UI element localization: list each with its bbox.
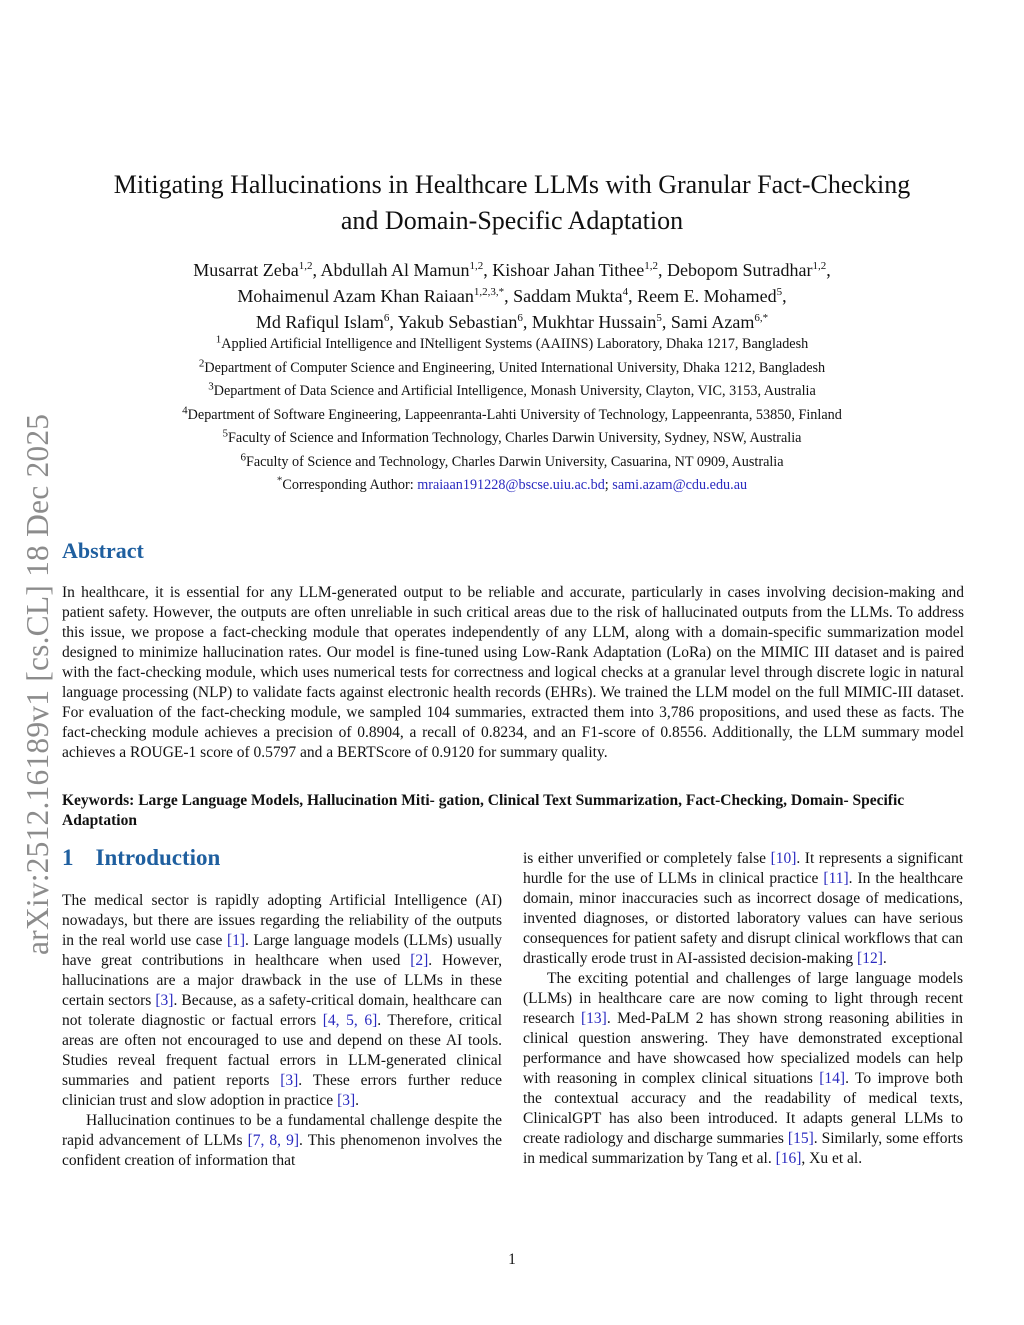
affiliation-text: Applied Artificial Intelligence and INtelligent Systems (AAIINS) Laboratory, Dhaka 1217, Bangladesh	[221, 336, 809, 352]
keywords: Keywords: Large Language Models, Hallucination Miti- gation, Clinical Text Summarization, Fact-Checking, Domain- Specific Adaptation	[62, 792, 905, 829]
abstract-text: In healthcare, it is essential for any LLM-generated output to be reliable and accurate, particularly in cases involving decision-making and patient safety. However, the outputs are often unreliable in such critical areas due to the risk of hallucinated outputs from the LLMs. To address this issue, we propose a fact-checking module that operates independently of any LLM, along with a domain-specific summarization model designed to minimize hallucination rates. Our model is fine-tuned using Low-Rank Adaptation (LoRa) on the MIMIC III dataset and is paired with the fact-checking module, which uses numerical tests for correctness and logical checks at a granular level through discrete logic in natural language processing (NLP) to validate facts against electronic health records (EHRs). We trained the LLM model on the full MIMIC-III dataset. For evaluation of the fact-checking module, we sampled 104 summaries, extracted them into 3,786 propositions, and used these as facts. The fact-checking module achieves a precision of 0.8904, a recall of 0.8234, and an F1-score of 0.8556. Additionally, the LLM summary model achieves a ROUGE-1 score of 0.5797 and a BERTScore of 0.9120 for summary quality.	[62, 584, 964, 761]
author-name: Sami Azam	[670, 312, 755, 332]
citation-link[interactable]: [16]	[775, 1150, 802, 1167]
paper-title	[60, 167, 964, 239]
author-name: Kishoar Jahan Tithee	[492, 260, 645, 280]
author	[532, 312, 662, 332]
citation-link[interactable]: [10]	[770, 850, 797, 867]
author	[492, 260, 658, 280]
abstract-heading: Abstract	[62, 538, 144, 563]
author-affiliation-mark: 5	[656, 312, 662, 324]
citation-link[interactable]: [3]	[337, 1092, 356, 1109]
citation-link[interactable]: [3]	[280, 1072, 299, 1089]
section-title: Introduction	[95, 845, 221, 870]
citation-link[interactable]: [1]	[226, 932, 246, 949]
citation-link[interactable]: [4, 5, 6]	[322, 1012, 378, 1029]
author-name: Musarrat Zeba	[193, 260, 299, 280]
author	[193, 260, 312, 280]
body-paragraph: The medical sector is rapidly adopting Artificial Intelligence (AI) nowadays, but there are issues regarding the reliability of the outputs in the real world use case [1]. Large language models (LLMs) usually have great contributions in healthcare when used [2]. However, hallucinations are a major drawback in the use of LLMs in these certain sectors [3]. Because, as a safety-critical domain, healthcare can not tolerate diagnostic or factual errors [4, 5, 6]. Therefore, critical areas are often not encouraged to use and depend on these AI tools. Studies reveal frequent factual errors in LLM-generated clinical summaries and patient reports [3]. These errors further reduce clinician trust and slow adoption in practice [3].	[62, 892, 503, 1109]
affiliation	[60, 357, 964, 381]
citation-link[interactable]: [7, 8, 9]	[247, 1132, 300, 1149]
citation-link[interactable]: [3]	[155, 992, 174, 1009]
author-affiliation-mark: 6	[383, 312, 390, 324]
author	[256, 312, 390, 332]
author	[513, 286, 628, 306]
affiliation	[60, 427, 964, 451]
author-name: Md Rafiqul Islam	[255, 312, 384, 332]
body-paragraph: is either unverified or completely false [10]. It represents a significant hurdle for the use of LLMs in clinical practice [11]. In the healthcare domain, minor inaccuracies such as incorrect dosage of medications, invented diagnoses, or distorted laboratory values can have serious consequences for patient safety and disrupt clinical workflows that can drastically erode trust in AI-assisted decision-making [12].	[523, 850, 964, 967]
affiliation	[60, 404, 964, 428]
citation-link[interactable]: [15]	[787, 1130, 814, 1147]
citation-link[interactable]: [2]	[410, 952, 429, 969]
corresponding-label: Corresponding Author:	[282, 477, 418, 493]
citation-link[interactable]: [12]	[857, 950, 883, 967]
affiliation-list	[60, 333, 964, 498]
author-name: Abdullah Al Mamun	[320, 260, 470, 280]
corresponding-mark: *	[276, 474, 283, 487]
author-name: Saddam Mukta	[513, 286, 623, 306]
author-affiliation-mark: 5	[776, 286, 783, 298]
author-affiliation-mark: 6,*	[754, 312, 769, 324]
page-number: 1	[508, 1251, 516, 1268]
author	[637, 286, 782, 306]
affiliation-mark: 1	[215, 333, 222, 346]
author-affiliation-mark: 1,2,3,*	[473, 286, 505, 298]
affiliation-text: Department of Software Engineering, Lappeenranta-Lahti University of Technology, Lappeenranta, 53850, Finland	[187, 406, 842, 423]
affiliation	[60, 451, 964, 475]
affiliation	[60, 380, 964, 404]
affiliation-mark: 4	[182, 403, 188, 416]
author	[671, 312, 768, 332]
body-paragraph: The exciting potential and challenges of large language models (LLMs) in healthcare care are now coming to light through recent research [13]. Med-PaLM 2 has shown strong reasoning abilities in clinical question answering. They have demonstrated exceptional performance and have showcased how specialized models can help with reasoning in complex clinical situations [14]. To improve both the contextual accuracy and the readability of medical texts, ClinicalGPT has also been introduced. It adapts general LLMs to create radiology and discharge summaries [15]. Similarly, some efforts in medical summarization by Tang et al. [16], Xu et al.	[523, 970, 963, 1167]
email-separator: ;	[604, 477, 613, 493]
title-line-1: Mitigating Hallucinations in Healthcare LLMs with Granular Fact-Checking	[113, 170, 911, 199]
affiliation	[60, 333, 964, 357]
email-link-1[interactable]: mraiaan191228@bscse.uiu.ac.bd	[417, 477, 605, 493]
left-column	[62, 891, 502, 1171]
affiliation-mark: 2	[198, 356, 205, 369]
author-affiliation-mark: 1,2	[812, 260, 827, 272]
citation-link[interactable]: [13]	[581, 1010, 607, 1027]
body-paragraph: Hallucination continues to be a fundamental challenge despite the rapid advancement of LLMs [7, 8, 9]. This phenomenon involves the confident creation of information that	[62, 1112, 502, 1169]
title-line-2: and Domain-Specific Adaptation	[340, 206, 684, 235]
author-name: Debopom Sutradhar	[667, 260, 813, 280]
section-number: 1	[62, 845, 74, 870]
affiliation-mark: 6	[240, 450, 246, 463]
author-name: Mohaimenul Azam Khan Raiaan	[237, 286, 474, 306]
author-affiliation-mark: 1,2	[644, 260, 658, 272]
author	[667, 260, 826, 280]
author	[321, 260, 484, 280]
affiliation-text: Department of Data Science and Artificial Intelligence, Monash University, Clayton, VIC, 3153, Australia	[213, 383, 816, 399]
affiliation-text: Department of Computer Science and Engineering, United International University, Dhaka 1212, Bangladesh	[204, 359, 826, 376]
author-name: Mukhtar Hussain	[531, 312, 657, 332]
author-affiliation-mark: 1,2	[469, 260, 484, 272]
affiliation-mark: 5	[222, 427, 228, 440]
arxiv-identifier: arXiv:2512.16189v1 [cs.CL] 18 Dec 2025	[20, 413, 55, 955]
author-name: Yakub Sebastian	[397, 312, 518, 332]
affiliation-text: Faculty of Science and Technology, Charles Darwin University, Casuarina, NT 0909, Australia	[245, 453, 784, 470]
author-affiliation-mark: 4	[622, 286, 629, 298]
citation-link[interactable]: [11]	[823, 870, 849, 887]
author-affiliation-mark: 6	[517, 312, 523, 324]
author-name: Reem E. Mohamed	[637, 286, 777, 306]
email-link-2[interactable]: sami.azam@cdu.edu.au	[612, 477, 748, 493]
citation-link[interactable]: [14]	[819, 1070, 846, 1087]
affiliation-text: Faculty of Science and Information Technology, Charles Darwin University, Sydney, NSW, Australia	[228, 430, 802, 446]
author	[398, 312, 523, 332]
right-column	[523, 849, 963, 1169]
section-heading-introduction	[62, 845, 220, 871]
author-affiliation-mark: 1,2	[298, 260, 313, 272]
corresponding-author	[60, 474, 964, 498]
author	[237, 286, 504, 306]
author-list: Musarrat Zeba$^{1,2}$, Abdullah Al Mamun$^{1,2}$, Kishoar Jahan Tithee$^{1,2}$, Debopom Sutradhar$^{1,2}$, Mohaimenul Azam Khan Raiaan$^{1,2,3,*}$, Saddam Mukta$^4$, Reem E. Mohamed$^5$, Md Rafiqul Islam$^6$, Yakub Sebastian$^6$, Mukhtar Hussain$^5$, Sami Azam$^{6,*}$	[193, 260, 831, 332]
affiliation-mark: 3	[208, 380, 214, 393]
